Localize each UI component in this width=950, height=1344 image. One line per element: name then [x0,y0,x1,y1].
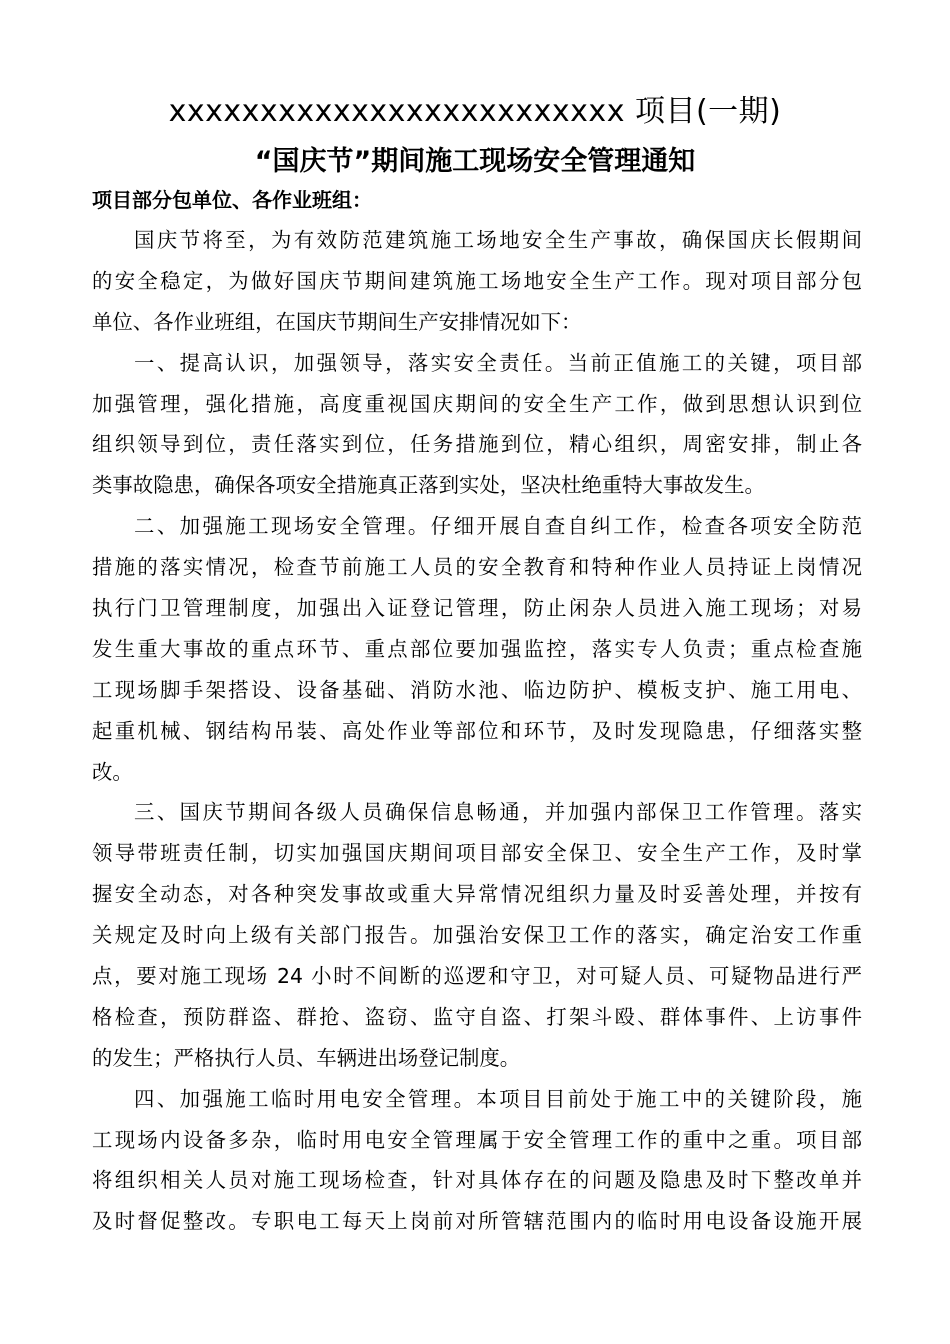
text-line: 及时督促整改。专职电工每天上岗前对所管辖范围内的临时用电设备设施开展 [92,1209,862,1234]
text-line: 的发生；严格执行人员、车辆进出场登记制度。 [92,1045,521,1070]
text-line: 关规定及时向上级有关部门报告。加强治安保卫工作的落实，确定治安工作重 [92,923,862,948]
text-line: 起重机械、钢结构吊装、高处作业等部位和环节，及时发现隐患，仔细落实整 [92,718,862,743]
text-line: 改。 [92,759,133,784]
text-line: 一、提高认识，加强领导，落实安全责任。当前正值施工的关键，项目部 [134,350,862,375]
text-line: 领导带班责任制，切实加强国庆期间项目部安全保卫、安全生产工作，及时掌 [92,841,862,866]
text-line: 类事故隐患，确保各项安全措施真正落到实处，坚决杜绝重特大事故发生。 [92,473,765,498]
text-line: 三、国庆节期间各级人员确保信息畅通，并加强内部保卫工作管理。落实 [134,800,862,825]
text-line: 发生重大事故的重点环节、重点部位要加强监控，落实专人负责；重点检查施 [92,636,862,661]
text-line: 国庆节将至，为有效防范建筑施工场地安全生产事故，确保国庆长假期间 [134,228,862,252]
text-line: 组织领导到位，责任落实到位，任务措施到位，精心组织，周密安排，制止各 [92,432,862,457]
text-line: 四、加强施工临时用电安全管理。本项目目前处于施工中的关键阶段，施 [134,1086,862,1111]
document-title: xxxxxxxxxxxxxxxxxxxxxxxxx 项目(一期) [168,94,782,129]
text-line: 措施的落实情况，检查节前施工人员的安全教育和特种作业人员持证上岗情况 [92,555,862,580]
body-text [92,220,862,1242]
salutation: 项目部分包单位、各作业班组： [92,188,372,212]
text-line: 工现场脚手架搭设、设备基础、消防水池、临边防护、模板支护、施工用电、 [92,677,862,702]
text-line: 格检查，预防群盗、群抢、盗窃、监守自盗、打架斗殴、群体事件、上访事件 [92,1004,862,1029]
text-line: 点，要对施工现场 24 小时不间断的巡逻和守卫，对可疑人员、可疑物品进行严 [92,964,862,989]
text-line: 将组织相关人员对施工现场检查，针对具体存在的问题及隐患及时下整改单并 [92,1168,862,1193]
text-line: 单位、各作业班组，在国庆节期间生产安排情况如下： [92,309,582,334]
document-subtitle: “国庆节”期间施工现场安全管理通知 [254,146,696,177]
text-line: 工现场内设备多杂，临时用电安全管理属于安全管理工作的重中之重。项目部 [92,1127,862,1152]
text-line: 执行门卫管理制度，加强出入证登记管理，防止闲杂人员进入施工现场；对易 [92,596,862,621]
text-line: 的安全稳定，为做好国庆节期间建筑施工场地安全生产工作。现对项目部分包 [92,268,862,293]
text-line: 加强管理，强化措施，高度重视国庆期间的安全生产工作，做到思想认识到位 [92,391,862,416]
text-line: 二、加强施工现场安全管理。仔细开展自查自纠工作，检查各项安全防范 [134,514,862,539]
text-line: 握安全动态，对各种突发事故或重大异常情况组织力量及时妥善处理，并按有 [92,882,862,907]
